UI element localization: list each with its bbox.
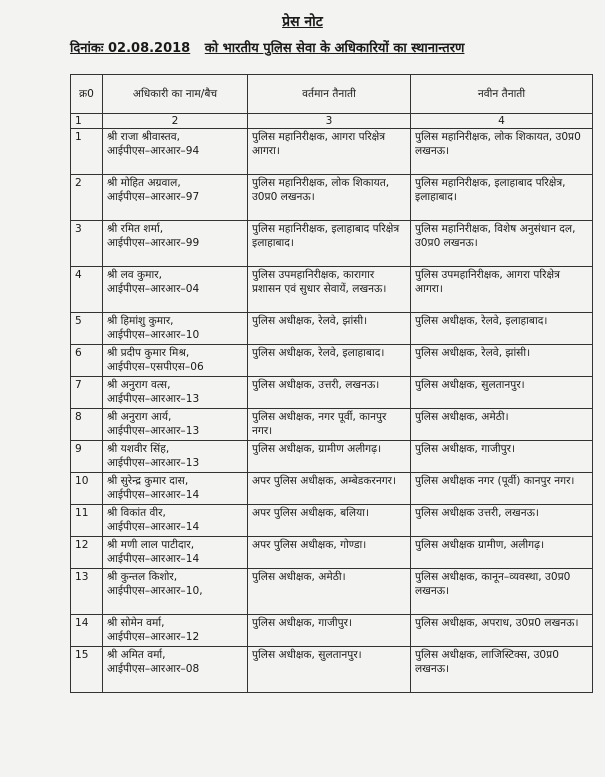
officer-name: श्री प्रदीप कुमार मिश्र, [107,347,190,359]
cell-new-posting: पुलिस अधीक्षक, रेलवे, झांसी। [411,345,593,377]
cell-serial: 5 [71,313,103,345]
cell-current-posting: पुलिस अधीक्षक, उत्तरी, लखनऊ। [248,377,411,409]
officer-name: श्री अनुराग आर्य, [107,411,172,423]
officer-batch: आईपीएस–आरआर–14 [107,553,200,565]
cell-new-posting: पुलिस अधीक्षक, अमेठी। [411,409,593,441]
officer-batch: आईपीएस–आरआर–04 [107,283,200,295]
cell-serial: 10 [71,473,103,505]
transfer-table [70,74,593,693]
cell-officer [103,267,248,313]
cell-current-posting: पुलिस अधीक्षक, सुलतानपुर। [248,647,411,693]
cell-new-posting: पुलिस महानिरीक्षक, इलाहाबाद परिक्षेत्र, इलाहाबाद। [411,175,593,221]
table-row [71,569,593,615]
document-title: प्रेस नोट [282,14,323,30]
table-row [71,377,593,409]
cell-new-posting: पुलिस अधीक्षक नगर (पूर्वी) कानपुर नगर। [411,473,593,505]
cell-new-posting: पुलिस अधीक्षक ग्रामीण, अलीगढ़। [411,537,593,569]
table-row [71,221,593,267]
cell-officer [103,175,248,221]
cell-current-posting: पुलिस अधीक्षक, अमेठी। [248,569,411,615]
officer-name: श्री अनुराग वत्स, [107,379,171,391]
cell-current-posting: पुलिस अधीक्षक, ग्रामीण अलीगढ़। [248,441,411,473]
cell-officer [103,569,248,615]
col-number: 4 [411,114,593,129]
column-number-row [71,114,593,129]
officer-batch: आईपीएस–आरआर–10 [107,329,200,341]
table-row [71,345,593,377]
cell-current-posting: अपर पुलिस अधीक्षक, गोण्डा। [248,537,411,569]
cell-serial: 6 [71,345,103,377]
cell-serial: 13 [71,569,103,615]
officer-batch: आईपीएस–एसपीएस–06 [107,361,204,373]
col-header-current-posting: वर्तमान तैनाती [248,75,411,114]
cell-serial: 4 [71,267,103,313]
table-row [71,441,593,473]
cell-officer [103,473,248,505]
table-row [71,409,593,441]
cell-new-posting: पुलिस अधीक्षक, कानून–व्यवस्था, उ0प्र0 लखनऊ। [411,569,593,615]
col-number: 2 [103,114,248,129]
cell-current-posting: पुलिस अधीक्षक, गाजीपुर। [248,615,411,647]
cell-serial: 15 [71,647,103,693]
cell-serial: 2 [71,175,103,221]
cell-officer [103,377,248,409]
table-row [71,473,593,505]
cell-current-posting: पुलिस महानिरीक्षक, लोक शिकायत, उ0प्र0 लखनऊ। [248,175,411,221]
table-row [71,647,593,693]
document-subtitle [70,38,590,56]
cell-new-posting: पुलिस अधीक्षक, लाजिस्टिक्स, उ0प्र0 लखनऊ। [411,647,593,693]
officer-name: श्री अमित वर्मा, [107,649,166,661]
officer-name: श्री लव कुमार, [107,269,162,281]
officer-batch: आईपीएस–आरआर–94 [107,145,200,157]
cell-officer [103,221,248,267]
table-row [71,267,593,313]
cell-current-posting: अपर पुलिस अधीक्षक, बलिया। [248,505,411,537]
cell-new-posting: पुलिस अधीक्षक, रेलवे, इलाहाबाद। [411,313,593,345]
officer-batch: आईपीएस–आरआर–13 [107,425,200,437]
cell-current-posting: पुलिस महानिरीक्षक, इलाहाबाद परिक्षेत्र इलाहाबाद। [248,221,411,267]
officer-batch: आईपीएस–आरआर–12 [107,631,200,643]
cell-serial: 12 [71,537,103,569]
cell-new-posting: पुलिस महानिरीक्षक, विशेष अनुसंधान दल, उ0प्र0 लखनऊ। [411,221,593,267]
table-row [71,505,593,537]
officer-batch: आईपीएस–आरआर–14 [107,521,200,533]
table-body [71,129,593,693]
table-row [71,175,593,221]
cell-serial: 9 [71,441,103,473]
cell-new-posting: पुलिस अधीक्षक उत्तरी, लखनऊ। [411,505,593,537]
officer-name: श्री हिमांशु कुमार, [107,315,174,327]
cell-serial: 1 [71,129,103,175]
cell-serial: 7 [71,377,103,409]
cell-officer [103,505,248,537]
cell-officer [103,441,248,473]
cell-current-posting: अपर पुलिस अधीक्षक, अम्बेडकरनगर। [248,473,411,505]
officer-batch: आईपीएस–आरआर–14 [107,489,200,501]
officer-name: श्री मोहित अग्रवाल, [107,177,181,189]
officer-batch: आईपीएस–आरआर–08 [107,663,200,675]
cell-officer [103,537,248,569]
cell-current-posting: पुलिस उपमहानिरीक्षक, कारागार प्रशासन एवं सुधार सेवायें, लखनऊ। [248,267,411,313]
col-header-officer: अधिकारी का नाम/बैच [103,75,248,114]
table-row [71,129,593,175]
cell-new-posting: पुलिस अधीक्षक, सुलतानपुर। [411,377,593,409]
officer-name: श्री यशवीर सिंह, [107,443,170,455]
officer-name: श्री राजा श्रीवास्तव, [107,131,180,143]
document-date: दिनांकः 02.08.2018 [70,41,191,56]
cell-officer [103,345,248,377]
officer-batch: आईपीएस–आरआर–99 [107,237,200,249]
cell-new-posting: पुलिस उपमहानिरीक्षक, आगरा परिक्षेत्र आगरा। [411,267,593,313]
cell-current-posting: पुलिस अधीक्षक, रेलवे, झांसी। [248,313,411,345]
officer-batch: आईपीएस–आरआर–13 [107,393,200,405]
col-header-new-posting: नवीन तैनाती [411,75,593,114]
officer-name: श्री कुन्तल किशोर, [107,571,178,583]
officer-name: श्री सुरेन्द्र कुमार दास, [107,475,189,487]
officer-batch: आईपीएस–आरआर–10, [107,585,203,597]
table-header-row [71,75,593,114]
cell-serial: 8 [71,409,103,441]
cell-officer [103,313,248,345]
cell-serial: 3 [71,221,103,267]
officer-name: श्री सोमेन वर्मा, [107,617,165,629]
cell-officer [103,647,248,693]
col-number: 3 [248,114,411,129]
col-header-serial: क्र0 [71,75,103,114]
cell-officer [103,615,248,647]
officer-batch: आईपीएस–आरआर–97 [107,191,200,203]
officer-name: श्री विकांत वीर, [107,507,166,519]
cell-serial: 11 [71,505,103,537]
cell-new-posting: पुलिस अधीक्षक, अपराध, उ0प्र0 लखनऊ। [411,615,593,647]
cell-current-posting: पुलिस महानिरीक्षक, आगरा परिक्षेत्र आगरा। [248,129,411,175]
officer-name: श्री रमित शर्मा, [107,223,164,235]
cell-officer [103,129,248,175]
cell-serial: 14 [71,615,103,647]
table-row [71,537,593,569]
col-number: 1 [71,114,103,129]
cell-current-posting: पुलिस अधीक्षक, रेलवे, इलाहाबाद। [248,345,411,377]
officer-name: श्री मणी लाल पाटीदार, [107,539,195,551]
cell-officer [103,409,248,441]
cell-new-posting: पुलिस अधीक्षक, गाजीपुर। [411,441,593,473]
table-row [71,615,593,647]
officer-batch: आईपीएस–आरआर–13 [107,457,200,469]
cell-new-posting: पुलिस महानिरीक्षक, लोक शिकायत, उ0प्र0 लखनऊ। [411,129,593,175]
cell-current-posting: पुलिस अधीक्षक, नगर पूर्वी, कानपुर नगर। [248,409,411,441]
table-row [71,313,593,345]
document-subject: को भारतीय पुलिस सेवा के अधिकारियों का स्थानान्तरण [204,41,465,56]
